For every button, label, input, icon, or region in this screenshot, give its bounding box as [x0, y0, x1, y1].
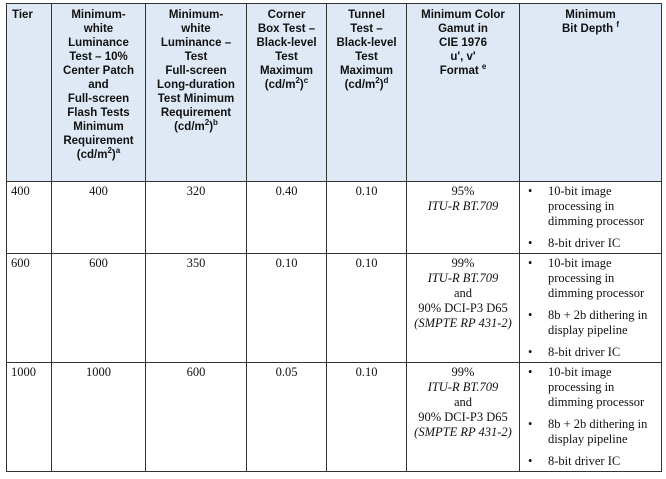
unit-superscript: 2	[204, 118, 210, 128]
header-line: Center Patch	[63, 65, 134, 77]
luminance-fullscreen-cell: 600	[146, 363, 247, 472]
header-line: Long-duration	[157, 79, 235, 91]
unit-text: (cd/m	[76, 149, 108, 161]
header-line: Minimum	[565, 9, 616, 21]
header-line: Format $^e$	[439, 62, 487, 77]
header-line: Tier	[12, 9, 33, 21]
bullet-icon: •	[528, 236, 533, 250]
footnote-marker: f	[616, 20, 619, 30]
header-line: Requirement	[160, 107, 232, 119]
bit-depth-text: 10-bit image processing in dimming processor	[548, 256, 645, 300]
luminance-10pct-cell: 400	[52, 182, 146, 254]
unit-text: (cd/m	[174, 121, 205, 133]
bullet-icon: •	[528, 365, 533, 379]
header-line: Full-screen	[67, 93, 130, 105]
gamut-line: ITU-R BT.709	[427, 199, 499, 213]
header-line: Test	[184, 51, 208, 63]
header-line: Black-level	[256, 37, 317, 49]
header-tunnel	[327, 4, 407, 182]
bit-depth-text: 8-bit driver IC	[548, 236, 621, 250]
color-gamut-cell	[407, 182, 520, 254]
header-line: white	[83, 23, 114, 35]
gamut-line: 99%	[451, 256, 475, 270]
header-line: CIE 1976	[439, 37, 487, 49]
header-line: Minimum-	[71, 9, 126, 21]
footnote-marker: d	[383, 76, 389, 86]
bit-depth-list	[523, 256, 658, 360]
header-row	[7, 4, 662, 182]
header-line: Minimum-	[168, 9, 224, 21]
header-line: Minimum	[73, 121, 124, 133]
table-row	[7, 254, 662, 363]
header-line: Tunnel	[348, 9, 385, 21]
header-line: Test –	[350, 23, 383, 35]
tier-cell: 600	[7, 254, 52, 363]
bullet-icon: •	[528, 308, 533, 322]
color-gamut-cell	[407, 363, 520, 472]
header-line: Bit Depth $^f$	[562, 20, 619, 35]
gamut-line: ITU-R BT.709	[427, 380, 499, 394]
footnote-marker: b	[213, 118, 218, 128]
unit-close: )	[299, 79, 304, 91]
header-line: Minimum Color	[421, 9, 505, 21]
unit-text: (cd/m	[264, 79, 296, 91]
bit-depth-item	[523, 417, 658, 447]
header-line: Maximum	[339, 65, 394, 77]
bit-depth-text: 10-bit image processing in dimming processor	[548, 365, 645, 409]
bit-depth-item	[523, 256, 658, 301]
header-line: white	[181, 23, 211, 35]
header-line: Test Minimum	[157, 93, 235, 105]
header-line: and	[88, 79, 109, 91]
tunnel-cell: 0.10	[327, 363, 407, 472]
header-line: Corner	[267, 9, 306, 21]
bit-depth-text: 8-bit driver IC	[548, 345, 621, 359]
bit-depth-item	[523, 184, 658, 229]
gamut-line: 99%	[451, 365, 475, 379]
gamut-line: (SMPTE RP 431-2)	[414, 425, 512, 439]
bit-depth-text: 8b + 2b dithering in display pipeline	[548, 308, 648, 337]
bit-depth-cell	[520, 363, 662, 472]
corner-box-cell: 0.10	[247, 254, 327, 363]
footnote-marker: a	[115, 146, 121, 156]
gamut-line: and	[453, 286, 473, 300]
header-line: Test	[355, 51, 378, 63]
bit-depth-cell	[520, 182, 662, 254]
header-unit	[55, 148, 142, 162]
bit-depth-item	[523, 345, 658, 360]
unit-superscript: 2	[375, 76, 380, 86]
unit-text: (cd/m	[344, 79, 376, 91]
footnote-marker: c	[303, 76, 309, 86]
header-line: u', v'	[450, 51, 476, 63]
color-gamut-cell	[407, 254, 520, 363]
gamut-line: 90% DCI-P3 D65	[418, 301, 508, 315]
bit-depth-item	[523, 236, 658, 251]
corner-box-cell: 0.05	[247, 363, 327, 472]
gamut-line: 95%	[451, 184, 475, 198]
luminance-10pct-cell: 1000	[52, 363, 146, 472]
bit-depth-text: 10-bit image processing in dimming processor	[548, 184, 645, 228]
bit-depth-list	[523, 184, 658, 251]
bullet-icon: •	[528, 184, 533, 198]
bit-depth-item	[523, 365, 658, 410]
bit-depth-item	[523, 308, 658, 338]
header-line: Gamut in	[438, 23, 488, 35]
header-line: Requirement	[63, 135, 134, 147]
luminance-10pct-cell: 600	[52, 254, 146, 363]
luminance-fullscreen-cell: 320	[146, 182, 247, 254]
bit-depth-item	[523, 454, 658, 469]
gamut-line: 90% DCI-P3 D65	[418, 410, 508, 424]
header-line: Full-screen	[165, 65, 227, 77]
bit-depth-list	[523, 365, 658, 469]
bullet-icon: •	[528, 417, 533, 431]
unit-close: )	[379, 79, 384, 91]
unit-close: )	[111, 149, 116, 161]
header-tier	[7, 4, 52, 182]
header-line: Box Test –	[257, 23, 316, 35]
gamut-line: (SMPTE RP 431-2)	[414, 316, 512, 330]
luminance-fullscreen-cell: 350	[146, 254, 247, 363]
unit-close: )	[209, 121, 214, 133]
header-line: Maximum	[259, 65, 314, 77]
header-luminance-10pct	[52, 4, 146, 182]
unit-superscript: 2	[107, 146, 112, 156]
tunnel-cell: 0.10	[327, 182, 407, 254]
bit-depth-text: 8-bit driver IC	[548, 454, 621, 468]
header-line: Black-level	[336, 37, 397, 49]
unit-superscript: 2	[295, 76, 300, 86]
tier-cell: 1000	[7, 363, 52, 472]
header-line: Flash Tests	[67, 107, 130, 119]
header-bit-depth	[520, 4, 662, 182]
header-line: Test – 10%	[69, 51, 128, 63]
header-color-gamut	[407, 4, 520, 182]
tier-cell: 400	[7, 182, 52, 254]
tunnel-cell: 0.10	[327, 254, 407, 363]
header-line: Test	[275, 51, 298, 63]
header-unit	[250, 78, 323, 92]
header-line: Luminance	[68, 37, 129, 49]
display-requirements-table	[6, 3, 662, 472]
header-line: Luminance –	[160, 37, 232, 49]
bit-depth-text: 8b + 2b dithering in display pipeline	[548, 417, 648, 446]
bullet-icon: •	[528, 256, 533, 270]
gamut-line: ITU-R BT.709	[427, 271, 499, 285]
bullet-icon: •	[528, 454, 533, 468]
bit-depth-cell	[520, 254, 662, 363]
header-luminance-fullscreen	[146, 4, 247, 182]
corner-box-cell: 0.40	[247, 182, 327, 254]
bullet-icon: •	[528, 345, 533, 359]
table-row	[7, 182, 662, 254]
gamut-line: and	[453, 395, 473, 409]
header-unit	[149, 120, 243, 134]
header-corner-box	[247, 4, 327, 182]
table-row	[7, 363, 662, 472]
footnote-marker: e	[481, 62, 487, 72]
header-unit	[330, 78, 403, 92]
